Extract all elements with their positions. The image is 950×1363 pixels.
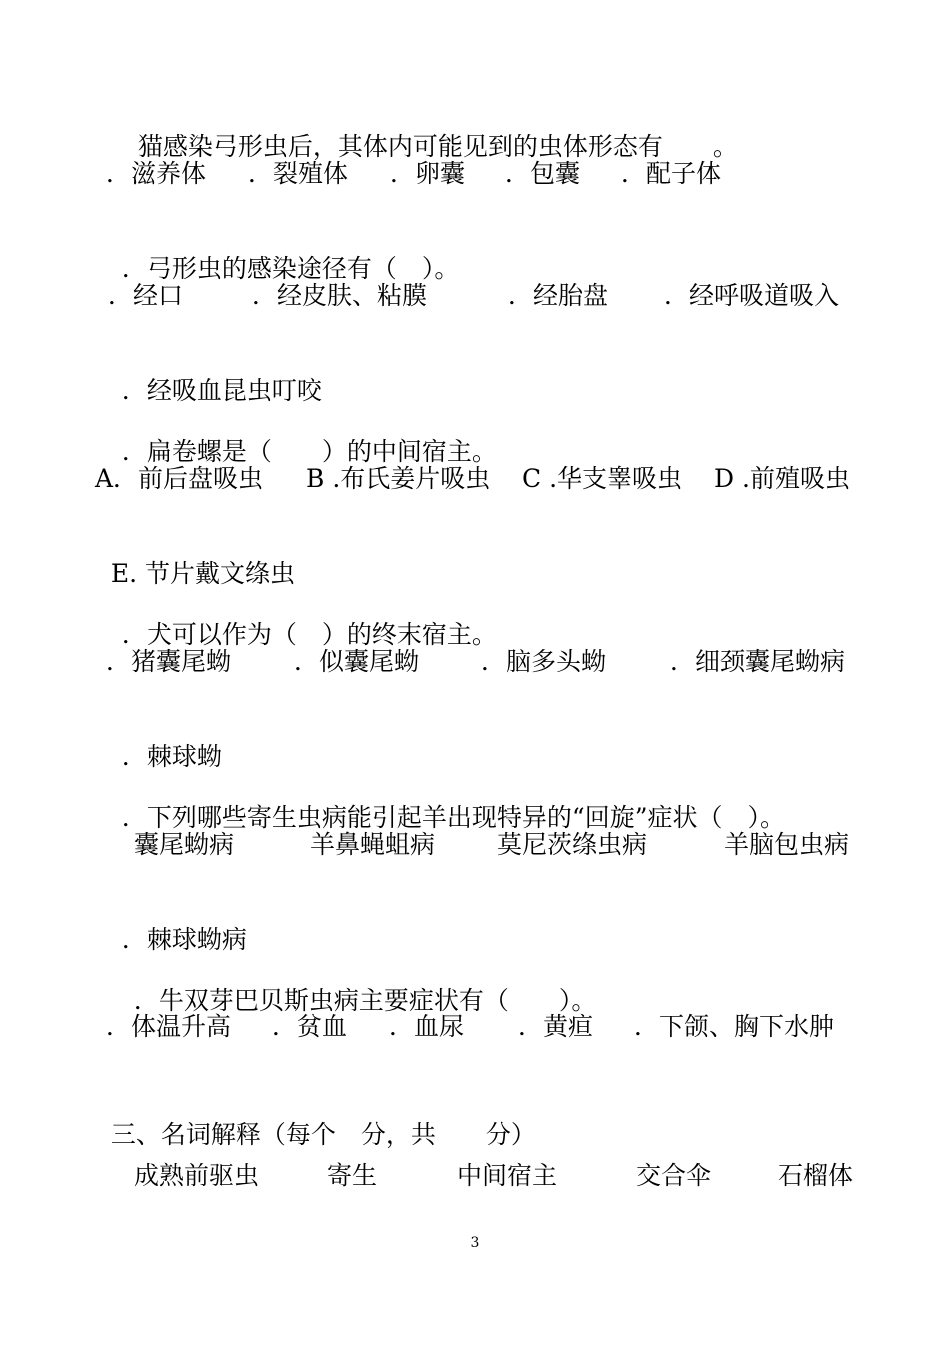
option-c: ．血尿 <box>389 1012 465 1041</box>
option-e: ．经吸血昆虫叮咬 <box>121 376 322 405</box>
option-b: 羊鼻蝇蛆病 <box>310 830 436 859</box>
option-b: ．贫血 <box>272 1012 348 1041</box>
option-a: ．猪囊尾蚴 <box>106 647 232 676</box>
option-b: ．经皮肤、粘膜 <box>252 281 428 310</box>
option-b: B .布氏姜片吸虫 <box>306 464 491 493</box>
terms-row <box>0 1159 950 1363</box>
question-cattle <box>118 950 596 1018</box>
option-a: ．体温升高 <box>106 1012 232 1041</box>
option-c: ．卵囊 <box>390 159 466 188</box>
option-d: ．细颈囊尾蚴病 <box>670 647 846 676</box>
option-e-dog <box>106 706 222 774</box>
option-e: ．棘球蚴 <box>121 742 222 771</box>
question-snail <box>106 401 497 469</box>
term-item: 成熟前驱虫 <box>134 1161 260 1190</box>
option-e: ．棘球蚴病 <box>121 925 247 954</box>
question-text: ．弓形虫的感染途径有（ ）。 <box>121 254 460 283</box>
option-b: ．似囊尾蚴 <box>294 647 420 676</box>
question-text: ．下列哪些寄生虫病能引起羊出现特异的“回旋”症状（ ）。 <box>121 803 785 832</box>
question-text: ．牛双芽巴贝斯虫病主要症状有（ ）。 <box>133 986 597 1015</box>
option-a: ．滋养体 <box>106 159 207 188</box>
option-c: ．脑多头蚴 <box>481 647 607 676</box>
term-item: 石榴体 <box>778 1161 854 1190</box>
question-sheep <box>106 767 785 835</box>
question-text: ．犬可以作为（ ）的终末宿主。 <box>121 620 497 649</box>
question-dog <box>106 584 497 652</box>
option-b: ．裂殖体 <box>248 159 349 188</box>
section-heading-definitions <box>95 1084 536 1152</box>
page-number: 3 <box>470 1235 480 1251</box>
option-d: ．经呼吸道吸入 <box>664 281 840 310</box>
option-d: 羊脑包虫病 <box>724 830 850 859</box>
option-d: D .前殖吸虫 <box>714 464 850 493</box>
option-e-toxo-route <box>106 340 322 408</box>
option-e: E. 节片戴文绦虫 <box>110 559 296 588</box>
term-item: 交合伞 <box>636 1161 712 1190</box>
question-text: 猫感染弓形虫后，其体内可能见到的虫体形态有 。 <box>137 132 738 161</box>
option-c: 莫尼茨绦虫病 <box>497 830 648 859</box>
option-a: 囊尾蚴病 <box>134 830 235 859</box>
option-a: ．经口 <box>108 281 184 310</box>
option-e-sheep <box>106 889 247 957</box>
section-title: 三、名词解释（每个 分，共 分） <box>110 1120 536 1149</box>
option-e: ．下颌、胸下水肿 <box>634 1012 835 1041</box>
option-d: ．黄疸 <box>518 1012 594 1041</box>
option-a: A．前后盘吸虫 <box>95 464 264 493</box>
option-e-snail <box>95 523 295 591</box>
question-toxo-forms <box>122 96 738 164</box>
question-toxo-route <box>106 218 459 286</box>
term-item: 中间宿主 <box>457 1161 558 1190</box>
option-d: ．包囊 <box>505 159 581 188</box>
term-item: 寄生 <box>327 1161 378 1190</box>
option-c: ．经胎盘 <box>508 281 609 310</box>
option-c: C .华支睾吸虫 <box>522 464 683 493</box>
question-text: ．扁卷螺是（ ）的中间宿主。 <box>121 437 497 466</box>
option-e: ．配子体 <box>621 159 722 188</box>
